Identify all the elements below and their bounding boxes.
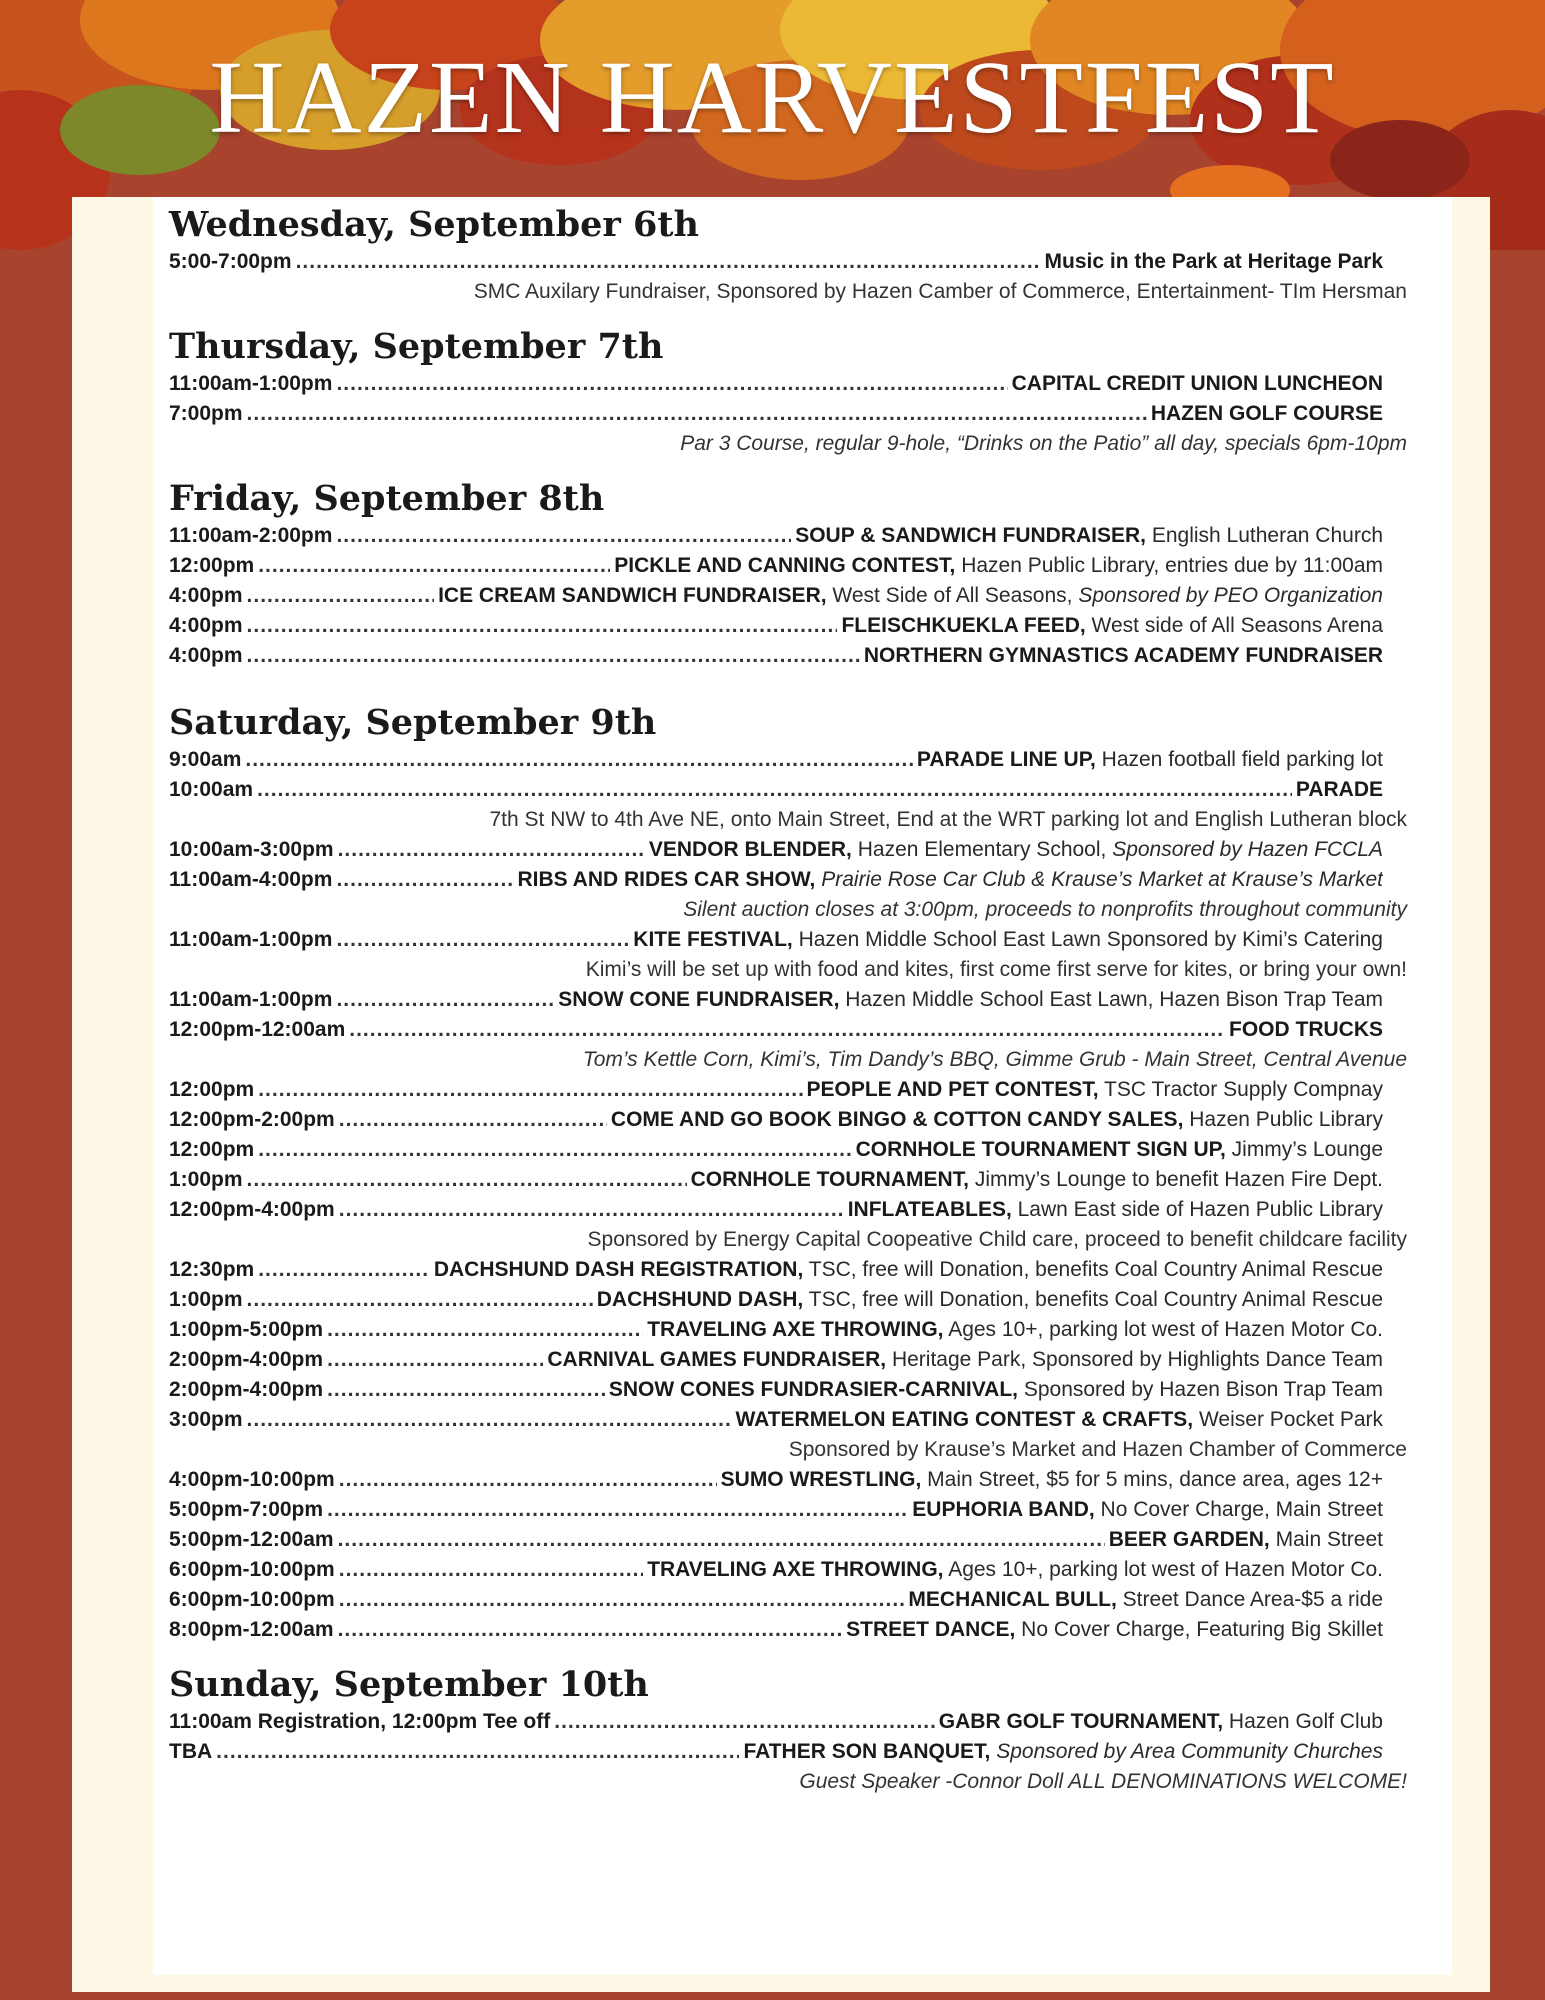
dot-leader: [296, 247, 1041, 277]
event-name: INFLATEABLES,: [847, 1198, 1012, 1221]
dot-leader: [338, 1525, 1105, 1555]
event-name: FLEISCHKUEKLA FEED,: [841, 614, 1086, 637]
schedule-row: [169, 1315, 1383, 1345]
event-sponsor: Sponsored by Area Community Churches: [996, 1740, 1383, 1763]
event-time: 12:00pm-12:00am: [169, 1018, 346, 1041]
event-time: 12:00pm-4:00pm: [169, 1198, 335, 1221]
schedule-row: [169, 551, 1383, 581]
schedule-row: [169, 1015, 1383, 1045]
event-name: DACHSHUND DASH,: [596, 1288, 804, 1311]
event-name: MECHANICAL BULL,: [908, 1588, 1117, 1611]
event-detail: Hazen Middle School East Lawn, Hazen Bison Trap Team: [839, 988, 1383, 1011]
event-detail: Jimmy’s Lounge to benefit Hazen Fire Dept.: [969, 1168, 1383, 1191]
event-time: 4:00pm: [169, 644, 243, 667]
event-name: STREET DANCE,: [846, 1618, 1016, 1641]
dot-leader: [327, 1345, 543, 1375]
schedule-card: [153, 197, 1452, 1975]
dot-leader: [247, 1405, 732, 1435]
event-time: 11:00am-4:00pm: [169, 868, 333, 891]
event-time: 8:00pm-12:00am: [169, 1618, 334, 1641]
event-name: GABR GOLF TOURNAMENT,: [938, 1710, 1224, 1733]
dot-leader: [258, 551, 610, 581]
event-description: [647, 1315, 1383, 1345]
schedule-row: [169, 1165, 1383, 1195]
day-heading: Friday, September 8th: [169, 478, 605, 519]
event-time: 12:00pm: [169, 554, 255, 577]
dot-leader: [339, 1555, 643, 1585]
schedule-row: [169, 865, 1383, 895]
event-description: [633, 925, 1383, 955]
event-description: [434, 1255, 1383, 1285]
dot-leader: [338, 1615, 843, 1645]
section-spacer: [169, 1645, 1452, 1663]
event-name: DACHSHUND DASH REGISTRATION,: [433, 1258, 804, 1281]
event-detail: Sponsored by Hazen Bison Trap Team: [1018, 1378, 1383, 1401]
event-detail: Hazen Public Library: [1183, 1108, 1383, 1131]
event-time: 11:00am-1:00pm: [169, 928, 333, 951]
dot-leader: [247, 581, 435, 611]
event-description: [517, 865, 1383, 895]
schedule-row: [169, 985, 1383, 1015]
event-description: [917, 745, 1383, 775]
event-name: CAPITAL CREDIT UNION LUNCHEON: [1011, 372, 1383, 395]
event-detail: Street Dance Area-$5 a ride: [1116, 1588, 1383, 1611]
page-title: HAZEN HARVESTFEST: [209, 40, 1336, 155]
event-detail: No Cover Charge, Featuring Big Skillet: [1015, 1618, 1383, 1641]
event-name: SNOW CONES FUNDRASIER-CARNIVAL,: [608, 1378, 1018, 1401]
schedule-row: [169, 1075, 1383, 1105]
schedule-row: [169, 247, 1383, 277]
event-description: [848, 1195, 1383, 1225]
event-detail: Hazen football field parking lot: [1095, 748, 1383, 771]
event-time: 11:00am Registration, 12:00pm Tee off: [169, 1710, 551, 1733]
event-description: [807, 1075, 1384, 1105]
event-name: ICE CREAM SANDWICH FUNDRAISER,: [438, 584, 827, 607]
event-time: 2:00pm-4:00pm: [169, 1378, 324, 1401]
schedule-row: [169, 925, 1383, 955]
event-description: [1229, 1015, 1383, 1045]
schedule-row: [169, 775, 1383, 805]
event-description: [614, 551, 1383, 581]
event-time: 5:00-7:00pm: [169, 250, 292, 273]
event-time: 5:00pm-12:00am: [169, 1528, 334, 1551]
dot-leader: [336, 985, 554, 1015]
event-description: [1296, 775, 1383, 805]
event-name: SOUP & SANDWICH FUNDRAISER,: [795, 524, 1147, 547]
event-time: 9:00am: [169, 748, 242, 771]
event-note: Silent auction closes at 3:00pm, proceeds to nonprofits throughout community: [683, 898, 1407, 921]
event-time: 1:00pm: [169, 1288, 243, 1311]
event-detail: Hazen Middle School East Lawn Sponsored by Kimi’s Catering: [792, 928, 1383, 951]
event-detail: TSC, free will Donation, benefits Coal Country Animal Rescue: [803, 1258, 1383, 1281]
dot-leader: [258, 1135, 851, 1165]
event-name: FATHER SON BANQUET,: [743, 1740, 991, 1763]
event-time: 3:00pm: [169, 1408, 243, 1431]
event-description: [611, 1105, 1383, 1135]
event-description: [438, 581, 1383, 611]
schedule-row: [169, 1465, 1383, 1495]
dot-leader: [338, 835, 645, 865]
schedule-row: [169, 641, 1383, 671]
event-time: 6:00pm-10:00pm: [169, 1588, 335, 1611]
event-time: 1:00pm-5:00pm: [169, 1318, 324, 1341]
event-time: TBA: [169, 1740, 213, 1763]
event-name: EUPHORIA BAND,: [912, 1498, 1095, 1521]
event-description: [795, 521, 1383, 551]
event-time: 4:00pm-10:00pm: [169, 1468, 335, 1491]
day-section: [169, 701, 1452, 1645]
schedule-row: [169, 399, 1383, 429]
event-detail: Hazen Elementary School,: [851, 838, 1113, 861]
schedule-row: [169, 1285, 1383, 1315]
dot-leader: [349, 1015, 1225, 1045]
event-detail: Heritage Park, Sponsored by Highlights Dance Team: [886, 1348, 1383, 1371]
event-name: NORTHERN GYMNASTICS ACADEMY FUNDRAISER: [863, 644, 1383, 667]
event-detail: Jimmy’s Lounge: [1225, 1138, 1383, 1161]
event-name: FOOD TRUCKS: [1229, 1018, 1383, 1041]
event-time: 12:30pm: [169, 1258, 255, 1281]
event-note: 7th St NW to 4th Ave NE, onto Main Street, End at the WRT parking lot and English Lutheran block: [489, 808, 1407, 831]
event-detail: West side of All Seasons Arena: [1085, 614, 1383, 637]
event-sponsor: Sponsored by Hazen FCCLA: [1112, 838, 1383, 861]
event-description: [735, 1405, 1383, 1435]
event-detail: Weiser Pocket Park: [1193, 1408, 1383, 1431]
event-description: [558, 985, 1383, 1015]
event-time: 12:00pm-2:00pm: [169, 1108, 335, 1131]
event-description: [856, 1135, 1383, 1165]
event-time: 11:00am-1:00pm: [169, 372, 333, 395]
event-description: [908, 1585, 1383, 1615]
event-description: [1045, 247, 1383, 277]
event-detail: No Cover Charge, Main Street: [1094, 1498, 1383, 1521]
section-spacer: [169, 671, 1452, 701]
event-detail: Main Street, $5 for 5 mins, dance area, ages 12+: [921, 1468, 1383, 1491]
event-detail: West Side of All Seasons,: [826, 584, 1079, 607]
dot-leader: [327, 1315, 643, 1345]
day-heading: Sunday, September 10th: [169, 1664, 649, 1705]
event-name: TRAVELING AXE THROWING,: [647, 1558, 944, 1581]
event-name: PICKLE AND CANNING CONTEST,: [614, 554, 956, 577]
schedule-row: [169, 1255, 1383, 1285]
event-time: 5:00pm-7:00pm: [169, 1498, 324, 1521]
event-time: 11:00am-2:00pm: [169, 524, 333, 547]
section-spacer: [169, 459, 1452, 477]
day-section: [169, 203, 1452, 307]
event-description: [547, 1345, 1383, 1375]
event-detail: Ages 10+, parking lot west of Hazen Motor Co.: [943, 1558, 1383, 1581]
dot-leader: [247, 399, 1147, 429]
event-note: Sponsored by Krause’s Market and Hazen Chamber of Commerce: [788, 1438, 1407, 1461]
event-detail: Hazen Public Library, entries due by 11:00am: [955, 554, 1383, 577]
schedule-row: [169, 1585, 1383, 1615]
event-time: 2:00pm-4:00pm: [169, 1348, 324, 1371]
event-name: HAZEN GOLF COURSE: [1150, 402, 1383, 425]
event-description: [841, 611, 1383, 641]
day-heading: Saturday, September 9th: [169, 702, 657, 743]
event-time: 10:00am-3:00pm: [169, 838, 334, 861]
event-name: VENDOR BLENDER,: [648, 838, 852, 861]
day-heading: Thursday, September 7th: [169, 326, 664, 367]
schedule-row: [169, 1405, 1383, 1435]
event-time: 11:00am-1:00pm: [169, 988, 333, 1011]
schedule-row: [169, 745, 1383, 775]
dot-leader: [339, 1465, 717, 1495]
event-time: 10:00am: [169, 778, 254, 801]
dot-leader: [245, 745, 913, 775]
section-spacer: [169, 307, 1452, 325]
dot-leader: [327, 1375, 605, 1405]
day-section: [169, 325, 1452, 459]
day-section: [169, 1663, 1452, 1797]
event-detail: Main Street: [1269, 1528, 1383, 1551]
dot-leader: [336, 369, 1007, 399]
dot-leader: [339, 1195, 844, 1225]
event-detail: Hazen Golf Club: [1223, 1710, 1383, 1733]
dot-leader: [327, 1495, 908, 1525]
event-note: Kimi’s will be set up with food and kites, first come first serve for kites, or bring your own!: [585, 958, 1407, 981]
dot-leader: [258, 1075, 802, 1105]
dot-leader: [258, 1255, 430, 1285]
schedule-row: [169, 1345, 1383, 1375]
event-detail: English Lutheran Church: [1146, 524, 1383, 547]
event-time: 12:00pm: [169, 1078, 255, 1101]
event-name: PARADE LINE UP,: [916, 748, 1096, 771]
dot-leader: [247, 641, 860, 671]
dot-leader: [247, 1165, 687, 1195]
schedule-row: [169, 581, 1383, 611]
event-note: Guest Speaker -Connor Doll ALL DENOMINATIONS WELCOME!: [799, 1770, 1407, 1793]
schedule-row: [169, 611, 1383, 641]
dot-leader: [216, 1737, 739, 1767]
event-name: RIBS AND RIDES CAR SHOW,: [517, 868, 816, 891]
schedule-row: [169, 1525, 1383, 1555]
dot-leader: [247, 611, 838, 641]
schedule-row: [169, 521, 1383, 551]
event-time: 1:00pm: [169, 1168, 243, 1191]
event-sponsor: Prairie Rose Car Club & Krause’s Market at Krause’s Market: [821, 868, 1383, 891]
event-time: 7:00pm: [169, 402, 243, 425]
dot-leader: [336, 925, 629, 955]
event-time: 12:00pm: [169, 1138, 255, 1161]
schedule-row: [169, 369, 1383, 399]
event-description: [1109, 1525, 1383, 1555]
event-detail: TSC Tractor Supply Compnay: [1098, 1078, 1383, 1101]
event-description: [846, 1615, 1383, 1645]
event-time: 4:00pm: [169, 614, 243, 637]
event-note: Sponsored by Energy Capital Coopeative Child care, proceed to benefit childcare facility: [587, 1228, 1407, 1251]
event-time: 6:00pm-10:00pm: [169, 1558, 335, 1581]
event-name: SUMO WRESTLING,: [720, 1468, 922, 1491]
event-description: [1012, 369, 1383, 399]
dot-leader: [257, 775, 1292, 805]
schedule-row: [169, 1495, 1383, 1525]
event-description: [864, 641, 1383, 671]
event-name: SNOW CONE FUNDRAISER,: [558, 988, 840, 1011]
event-note: SMC Auxilary Fundraiser, Sponsored by Hazen Camber of Commerce, Entertainment- TIm Hersman: [473, 280, 1407, 303]
event-detail: TSC, free will Donation, benefits Coal Country Animal Rescue: [803, 1288, 1383, 1311]
schedule-row: [169, 1135, 1383, 1165]
schedule-row: [169, 1555, 1383, 1585]
event-name: CARNIVAL GAMES FUNDRAISER,: [547, 1348, 887, 1371]
schedule-row: [169, 1195, 1383, 1225]
event-name: KITE FESTIVAL,: [633, 928, 793, 951]
event-note: Tom’s Kettle Corn, Kimi’s, Tim Dandy’s BBQ, Gimme Grub - Main Street, Central Avenue: [582, 1048, 1407, 1071]
event-description: [609, 1375, 1383, 1405]
event-description: [912, 1495, 1383, 1525]
event-name: COME AND GO BOOK BINGO & COTTON CANDY SALES,: [610, 1108, 1184, 1131]
schedule-row: [169, 1105, 1383, 1135]
dot-leader: [336, 521, 791, 551]
schedule-row: [169, 1737, 1383, 1767]
schedule-row: [169, 1615, 1383, 1645]
event-name: TRAVELING AXE THROWING,: [647, 1318, 944, 1341]
event-description: [597, 1285, 1383, 1315]
event-name: PARADE: [1295, 778, 1383, 801]
dot-leader: [336, 865, 513, 895]
event-name: CORNHOLE TOURNAMENT SIGN UP,: [855, 1138, 1226, 1161]
event-sponsor: Sponsored by PEO Organization: [1078, 584, 1383, 607]
day-section: [169, 477, 1452, 671]
event-description: [691, 1165, 1383, 1195]
event-description: [743, 1737, 1383, 1767]
event-description: [939, 1707, 1383, 1737]
dot-leader: [339, 1105, 607, 1135]
event-description: [721, 1465, 1383, 1495]
event-detail: Lawn East side of Hazen Public Library: [1011, 1198, 1383, 1221]
event-description: [649, 835, 1383, 865]
dot-leader: [554, 1707, 935, 1737]
day-heading: Wednesday, September 6th: [169, 204, 699, 245]
event-name: Music in the Park at Heritage Park: [1044, 250, 1383, 273]
event-name: CORNHOLE TOURNAMENT,: [690, 1168, 970, 1191]
event-name: BEER GARDEN,: [1108, 1528, 1270, 1551]
event-note: Par 3 Course, regular 9-hole, “Drinks on the Patio” all day, specials 6pm-10pm: [680, 432, 1407, 455]
event-description: [647, 1555, 1383, 1585]
event-description: [1151, 399, 1383, 429]
event-name: PEOPLE AND PET CONTEST,: [806, 1078, 1099, 1101]
event-name: WATERMELON EATING CONTEST & CRAFTS,: [735, 1408, 1194, 1431]
schedule-row: [169, 1707, 1383, 1737]
dot-leader: [247, 1285, 593, 1315]
schedule-row: [169, 835, 1383, 865]
event-time: 4:00pm: [169, 584, 243, 607]
event-detail: Ages 10+, parking lot west of Hazen Motor Co.: [943, 1318, 1383, 1341]
dot-leader: [339, 1585, 905, 1615]
schedule-row: [169, 1375, 1383, 1405]
